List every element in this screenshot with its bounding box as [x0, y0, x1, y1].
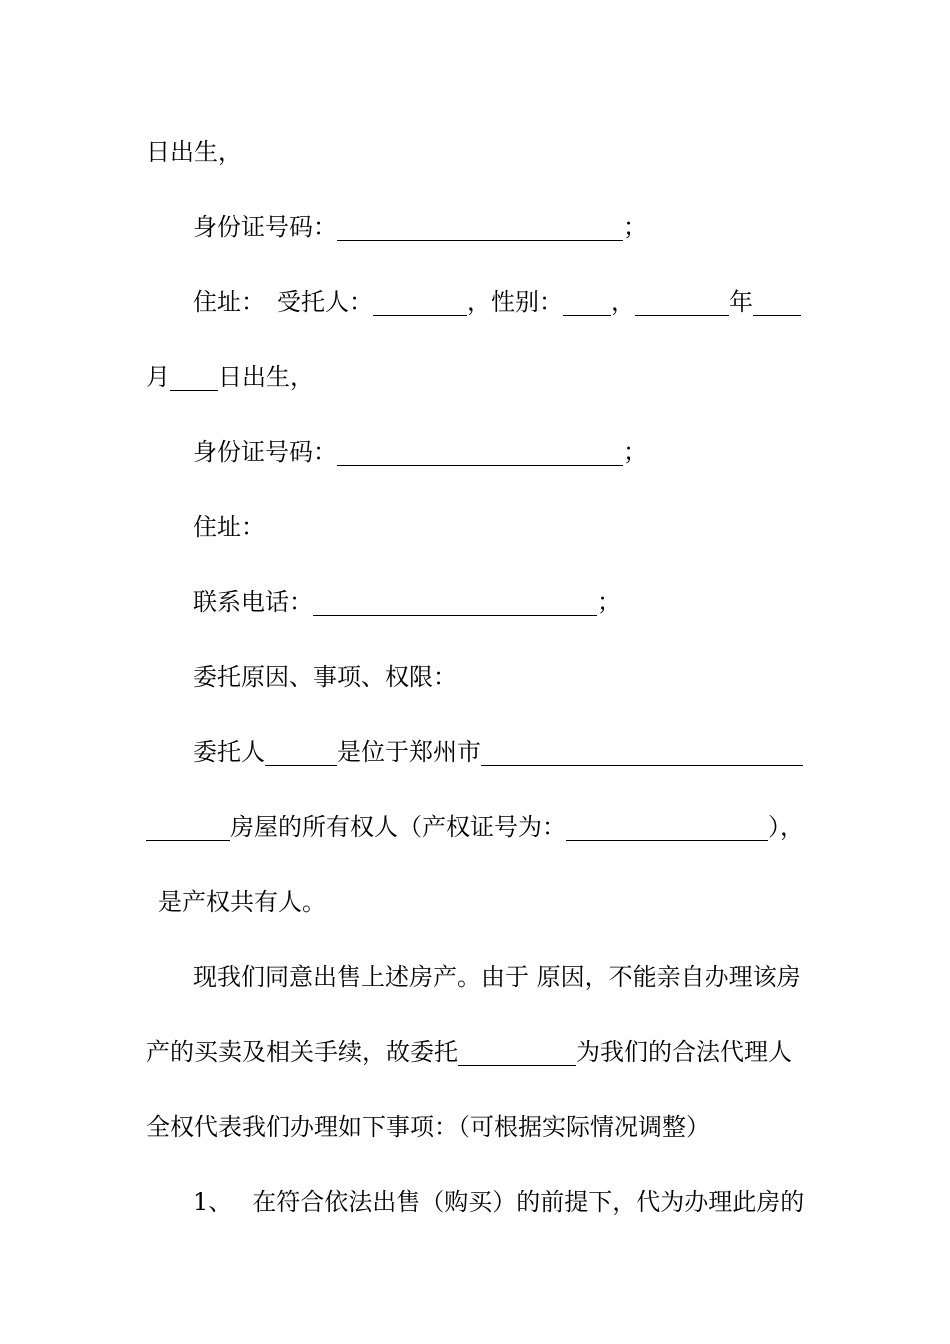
phone-line: [193, 587, 873, 617]
trustee-birth-line: [146, 362, 826, 392]
agent-text-a: 产的买卖及相关手续，故委托: [146, 1038, 458, 1066]
principal-label: 委托人: [193, 738, 265, 766]
id-number-end-2: ；: [623, 438, 647, 466]
birth-date-text: 日出生，: [146, 138, 242, 166]
birth-day-blank[interactable]: [170, 389, 218, 391]
property-line: [146, 812, 826, 842]
comma: ，: [611, 288, 635, 316]
id-number-label-2: 身份证号码：: [193, 438, 337, 466]
item-1-text: 在符合依法出售（购买）的前提下，代为办理此房的: [252, 1188, 805, 1216]
birth-year-blank[interactable]: [635, 314, 729, 316]
id-number-blank[interactable]: [337, 239, 623, 241]
item-1-number: 1、: [193, 1188, 233, 1216]
month-label: 月: [146, 363, 170, 391]
certificate-number-blank[interactable]: [566, 839, 768, 841]
agent-line: [146, 1037, 826, 1067]
item-1-line: [193, 1187, 873, 1217]
address-label: 住址：: [193, 288, 265, 316]
property-address-blank[interactable]: [146, 839, 230, 841]
birth-date-line: [146, 137, 826, 167]
trustee-line: [193, 287, 873, 317]
address-label-2: 住址：: [193, 513, 265, 541]
birth-month-blank[interactable]: [753, 314, 801, 316]
gender-label: ，性别：: [467, 288, 563, 316]
id-number-blank-2[interactable]: [337, 464, 623, 466]
phone-label: 联系电话：: [193, 588, 313, 616]
location-label: 是位于郑州市: [337, 738, 481, 766]
id-number-line-1: [193, 212, 873, 242]
id-number-line-2: [193, 437, 873, 467]
phone-blank[interactable]: [313, 614, 597, 616]
matters-text: 全权代表我们办理如下事项：（可根据实际情况调整）: [146, 1113, 710, 1141]
co-owner-line: [158, 887, 838, 917]
year-label: 年: [729, 288, 753, 316]
gender-blank[interactable]: [563, 314, 611, 316]
owner-text: 房屋的所有权人（产权证号为：: [230, 813, 566, 841]
consent-text: 现我们同意出售上述房产。由于 原因，不能亲自办理该房: [193, 963, 801, 991]
owner-text-end: ），: [768, 813, 804, 841]
agent-text-b: 为我们的合法代理人: [576, 1038, 792, 1066]
principal-blank[interactable]: [265, 764, 337, 766]
authority-heading-text: 委托原因、事项、权限：: [193, 663, 457, 691]
id-number-end: ；: [623, 213, 647, 241]
trustee-label: 受托人：: [277, 288, 373, 316]
trustee-name-blank[interactable]: [373, 314, 467, 316]
phone-end: ；: [597, 588, 621, 616]
principal-line: [193, 737, 873, 767]
birth-day-text: 日出生，: [218, 363, 314, 391]
matters-line: [146, 1112, 826, 1142]
consent-line: [193, 962, 873, 992]
authority-heading: [193, 662, 873, 692]
co-owner-text: 是产权共有人。: [158, 888, 326, 916]
id-number-label: 身份证号码：: [193, 213, 337, 241]
address-line: [193, 512, 873, 542]
agent-name-blank[interactable]: [458, 1064, 576, 1066]
location-blank[interactable]: [481, 764, 803, 766]
